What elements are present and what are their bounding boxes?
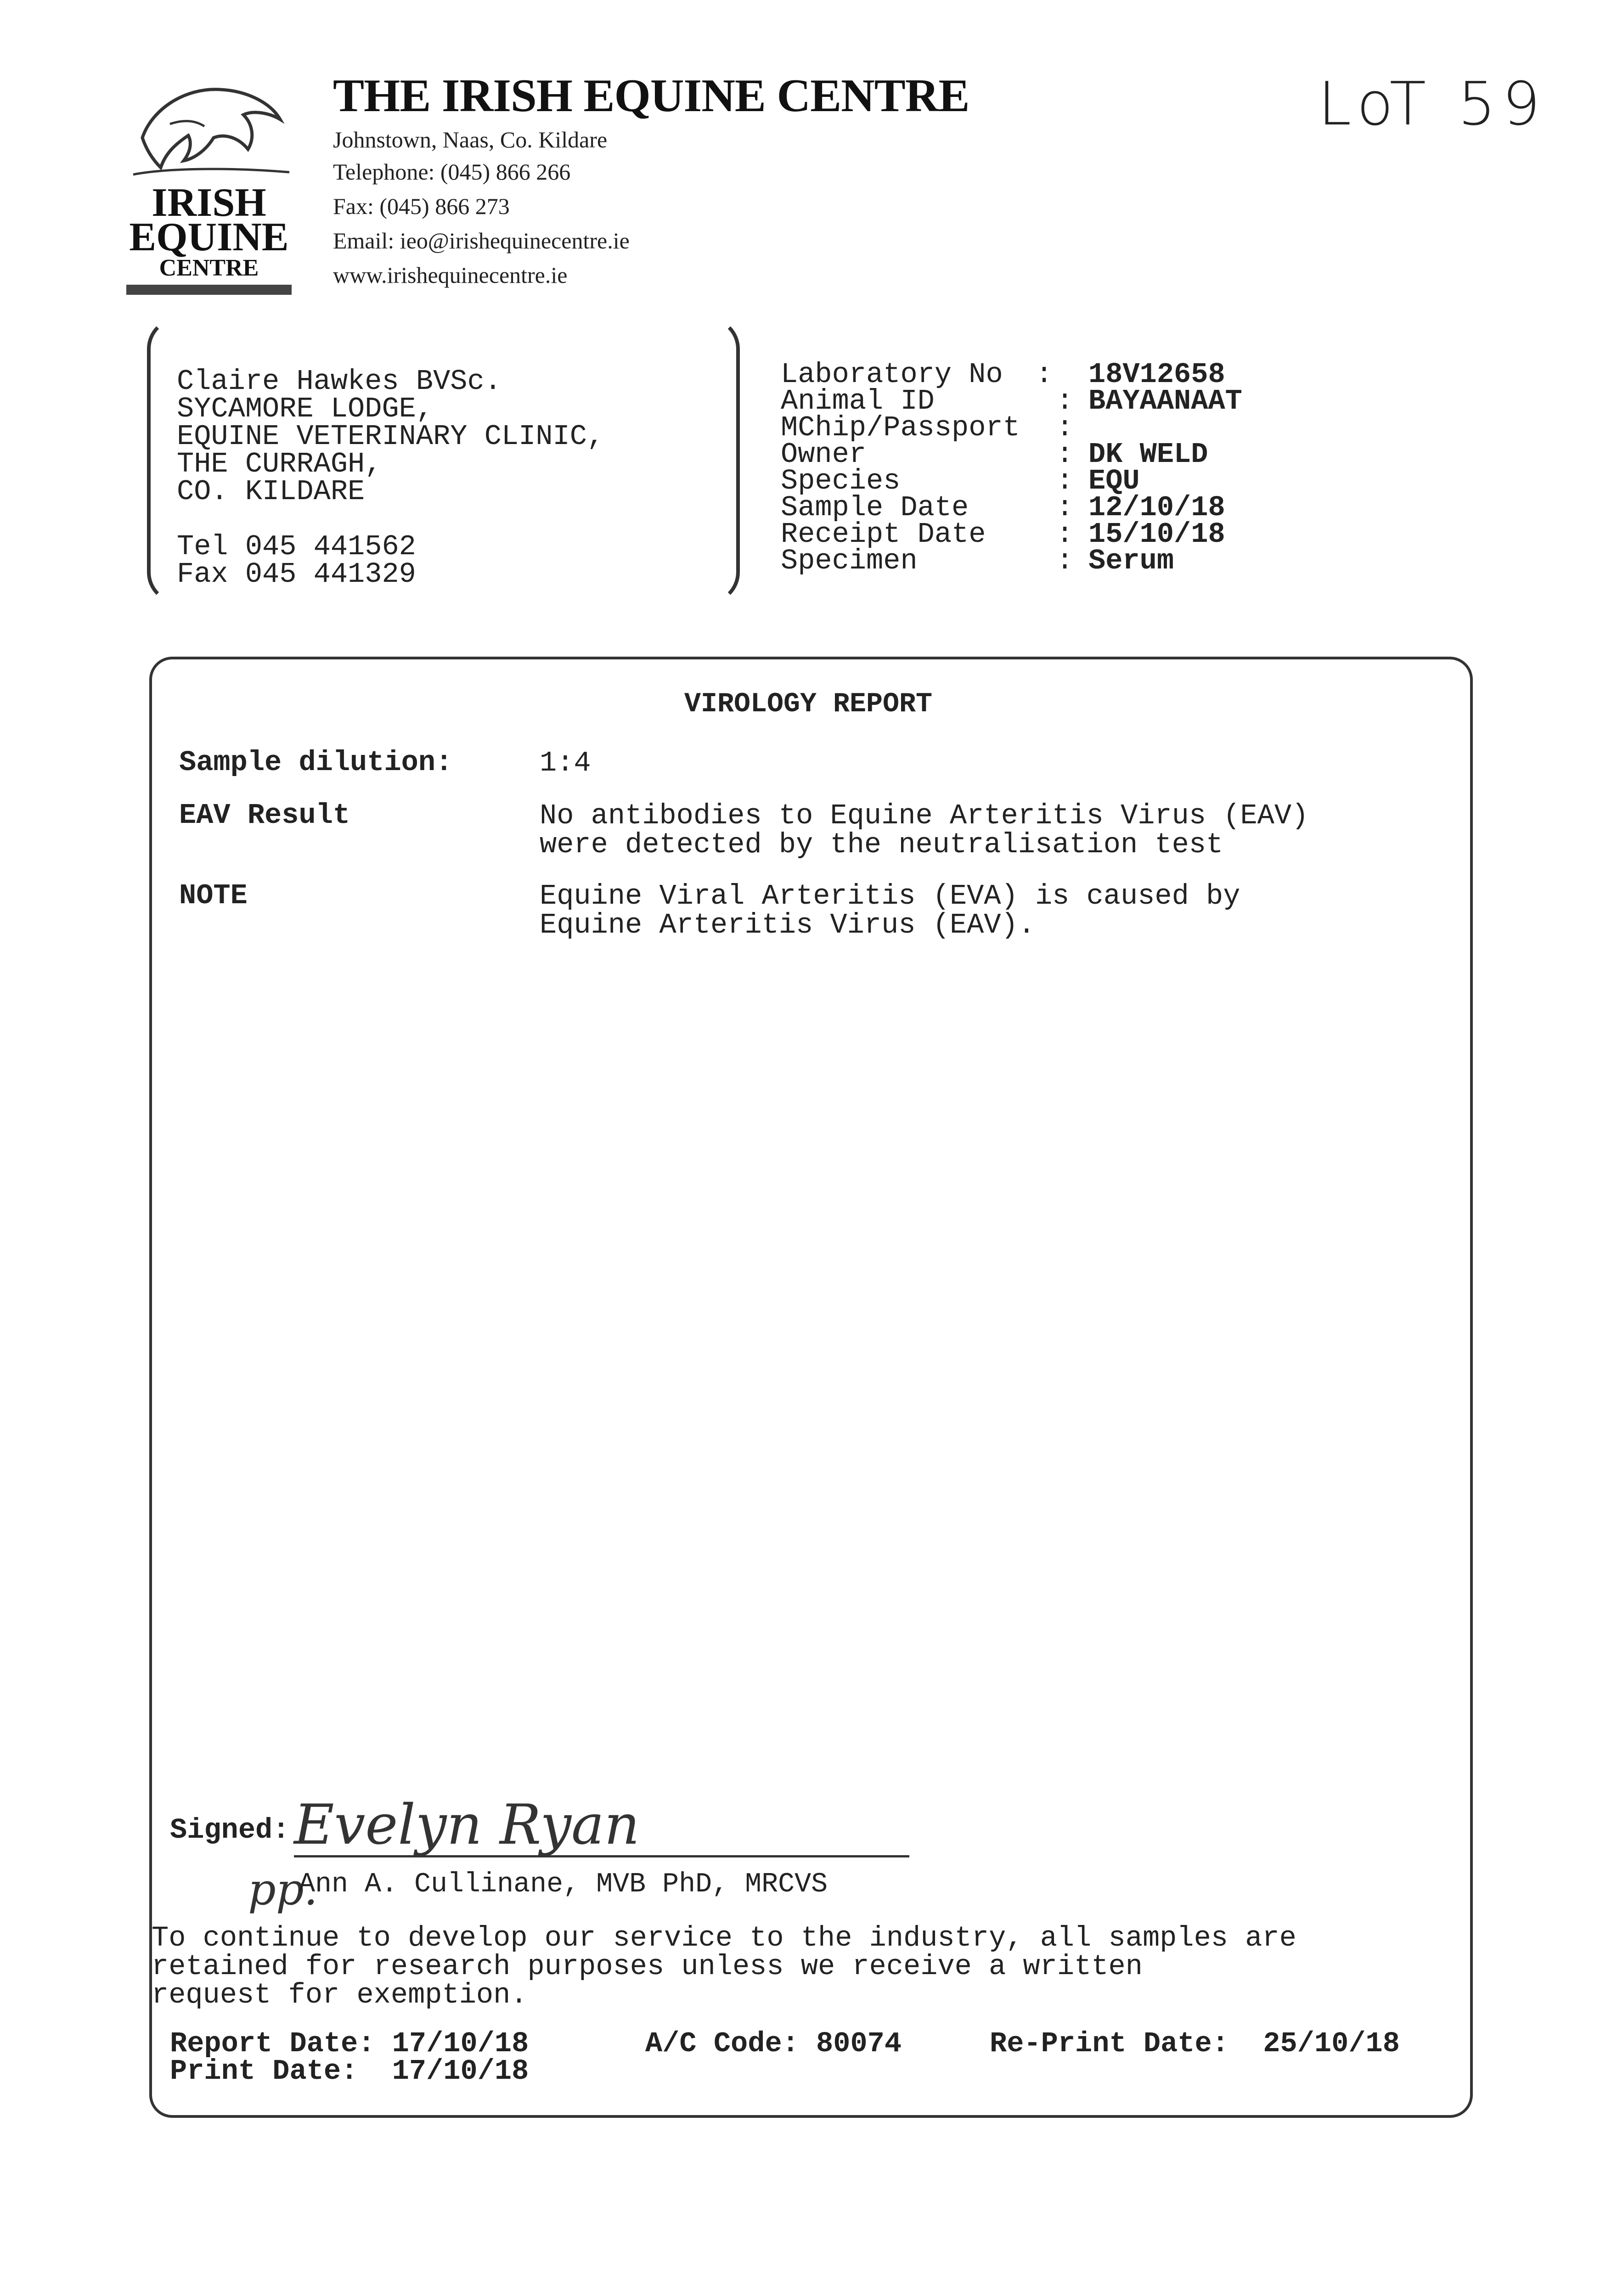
lab-info-label: Species: [781, 465, 901, 497]
org-address: Johnstown, Naas, Co. Kildare: [333, 127, 608, 152]
lab-info-colon: :: [1056, 438, 1074, 471]
report-title: VIROLOGY REPORT: [684, 689, 933, 720]
animal-id: BAYAANAAT: [1088, 385, 1242, 417]
print-date: Print Date: 17/10/18: [170, 2055, 529, 2088]
handwritten-signature: Evelyn Ryan: [294, 1793, 640, 1857]
retention-notice-line: To continue to develop our service to the industry, all samples are: [152, 1922, 1296, 1954]
eav-result-line: were detected by the neutralisation test: [540, 828, 1223, 861]
lab-info-colon: :: [1056, 545, 1074, 577]
org-website: www.irishequinecentre.ie: [333, 262, 568, 288]
irish-equine-centre-logo: [115, 69, 303, 308]
recipient-fax: Fax 045 441329: [177, 558, 416, 591]
lab-info-label: Owner: [781, 438, 867, 471]
sample-date: 12/10/18: [1088, 491, 1225, 524]
org-email: Email: ieo@irishequinecentre.ie: [333, 228, 630, 253]
org-telephone: Telephone: (045) 866 266: [333, 159, 571, 185]
recipient-line: SYCAMORE LODGE,: [177, 393, 434, 425]
signed-label: Signed:: [170, 1814, 290, 1846]
lab-info-label: MChip/Passport: [781, 411, 1020, 444]
laboratory-number: 18V12658: [1088, 358, 1225, 391]
ac-code: A/C Code: 80074: [645, 2027, 902, 2060]
lab-info-colon: :: [1036, 358, 1053, 391]
logo-text-irish: IRISH: [152, 180, 266, 225]
logo-text-equine: EQUINE: [129, 215, 289, 259]
lab-info-label: Laboratory No: [781, 358, 1003, 391]
reprint-date: Re-Print Date: 25/10/18: [990, 2027, 1400, 2060]
note-label: NOTE: [179, 879, 248, 912]
org-fax: Fax: (045) 866 273: [333, 193, 510, 219]
lab-info-colon: :: [1056, 385, 1074, 417]
signature-line: [294, 1855, 909, 1857]
horse-logo-icon: [115, 69, 303, 308]
lab-info-colon: :: [1056, 411, 1074, 444]
lab-info-label: Sample Date: [781, 491, 969, 524]
species: EQU: [1088, 465, 1140, 497]
receipt-date: 15/10/18: [1088, 518, 1225, 551]
lab-info-colon: :: [1056, 491, 1074, 524]
recipient-line: CO. KILDARE: [177, 475, 365, 508]
recipient-line: EQUINE VETERINARY CLINIC,: [177, 420, 604, 453]
lab-info-label: Specimen: [781, 545, 918, 577]
eav-result-label: EAV Result: [179, 799, 350, 832]
specimen: Serum: [1088, 545, 1174, 577]
note-line: Equine Viral Arteritis (EVA) is caused by: [540, 880, 1240, 912]
recipient-tel: Tel 045 441562: [177, 530, 416, 563]
retention-notice-line: request for exemption.: [152, 1979, 528, 2011]
handwritten-initials: pp.: [248, 1864, 318, 1915]
eav-result-line: No antibodies to Equine Arteritis Virus (EAV): [540, 799, 1309, 832]
retention-notice-line: retained for research purposes unless we receive a written: [152, 1950, 1143, 1983]
recipient-line: Claire Hawkes BVSc.: [177, 365, 502, 398]
report-date: Report Date: 17/10/18: [170, 2027, 529, 2060]
logo-text-centre: CENTRE: [159, 255, 259, 281]
handwritten-lot-number: LoT 59: [1318, 69, 1547, 139]
sample-dilution-value: 1:4: [540, 747, 591, 779]
owner: DK WELD: [1088, 438, 1208, 471]
recipient-line: THE CURRAGH,: [177, 448, 382, 480]
lab-info-colon: :: [1056, 465, 1074, 497]
signatory-name: Ann A. Cullinane, MVB PhD, MRCVS: [299, 1869, 828, 1900]
lab-info-label: Receipt Date: [781, 518, 986, 551]
note-line: Equine Arteritis Virus (EAV).: [540, 909, 1035, 941]
lab-info-label: Animal ID: [781, 385, 935, 417]
organization-name: THE IRISH EQUINE CENTRE: [333, 70, 969, 122]
sample-dilution-label: Sample dilution:: [179, 746, 453, 779]
lab-info-colon: :: [1056, 518, 1074, 551]
